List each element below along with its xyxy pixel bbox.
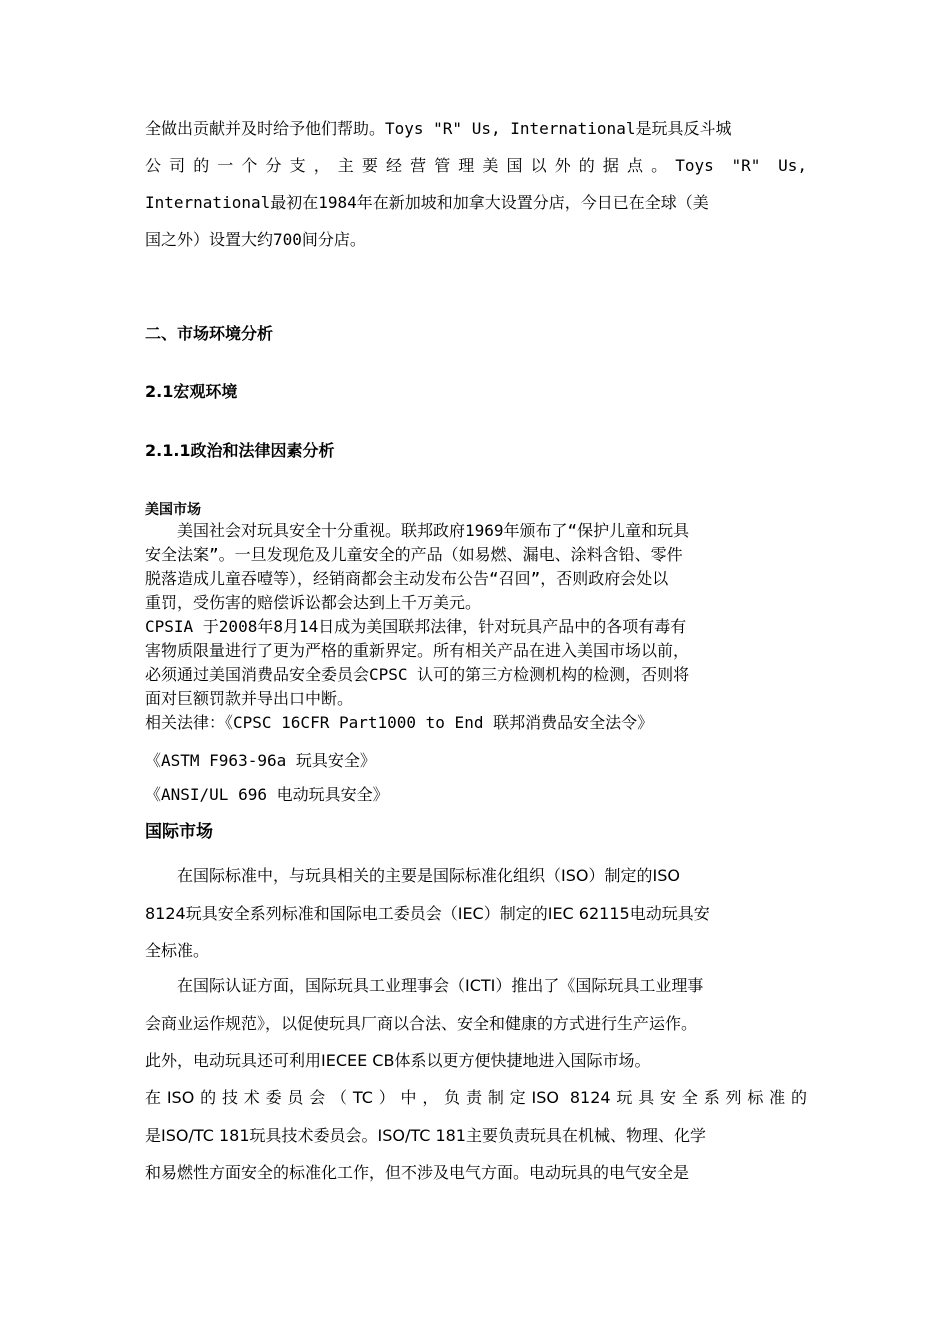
us-market-line-4: 重罚，受伤害的赔偿诉讼都会达到上千万美元。 [145, 593, 482, 612]
us-law-ansi: 《ANSI/UL 696 电动玩具安全》 [145, 785, 389, 804]
us-market-line-1: 美国社会对玩具安全十分重视。联邦政府1969年颁布了“保护儿童和玩具 [145, 521, 690, 540]
intro-line-4: 国之外）设置大约700间分店。 [145, 230, 366, 249]
us-market-line-5: CPSIA 于2008年8月14日成为美国联邦法律，针对玩具产品中的各项有毒有 [145, 617, 687, 636]
us-law-astm: 《ASTM F963-96a 玩具安全》 [145, 751, 376, 770]
us-market-title: 美国市场 [145, 502, 201, 518]
heading-market-analysis: 二、市场环境分析 [145, 324, 274, 343]
us-market-line-6: 害物质限量进行了更为严格的重新界定。所有相关产品在进入美国市场以前， [145, 641, 690, 660]
us-market-line-3: 脱落造成儿童吞噎等），经销商都会主动发布公告“召回”，否则政府会处以 [145, 569, 669, 588]
us-market-line-9: 相关法律：《CPSC 16CFR Part1000 to End 联邦消费品安全法令》 [145, 713, 654, 732]
us-market-line-8: 面对巨额罚款并导出口中断。 [145, 689, 354, 708]
intl-market-line-9: 和易燃性方面安全的标准化工作，但不涉及电气方面。电动玩具的电气安全是 [145, 1163, 690, 1182]
heading-macro-environment: 2.1宏观环境 [145, 382, 238, 401]
intl-market-title: 国际市场 [145, 822, 213, 842]
intl-market-line-5: 会商业运作规范》，以促使玩具厂商以合法、安全和健康的方式进行生产运作。 [145, 1014, 698, 1033]
us-market-line-2: 安全法案”。一旦发现危及儿童安全的产品（如易燃、漏电、涂料含铅、零件 [145, 545, 683, 564]
intl-market-line-2: 8124玩具安全系列标准和国际电工委员会（IEC）制定的IEC 62115电动玩具安 [145, 904, 710, 923]
intl-market-line-6: 此外，电动玩具还可利用IECEE CB体系以更方便快捷地进入国际市场。 [145, 1051, 651, 1070]
intro-line-2: 公司的一个分支，主要经营管理美国以外的据点。Toys "R" Us, [145, 156, 807, 175]
intro-line-1: 全做出贡献并及时给予他们帮助。Toys "R" Us, International是玩具反斗城 [145, 119, 732, 138]
heading-political-legal: 2.1.1政治和法律因素分析 [145, 441, 335, 460]
intro-line-3: International最初在1984年在新加坡和加拿大设置分店，今日已在全球（美 [145, 193, 709, 212]
intl-market-line-7: 在ISO的技术委员会（TC）中，负责制定ISO 8124玩具安全系列标准的 [145, 1088, 807, 1107]
intl-market-line-8: 是ISO/TC 181玩具技术委员会。ISO/TC 181主要负责玩具在机械、物理、化学 [145, 1126, 706, 1145]
us-market-line-7: 必须通过美国消费品安全委员会CPSC 认可的第三方检测机构的检测，否则将 [145, 665, 690, 684]
intl-market-line-3: 全标准。 [145, 941, 210, 960]
intl-market-line-1: 在国际标准中，与玩具相关的主要是国际标准化组织（ISO）制定的ISO [145, 866, 680, 885]
intl-market-line-4: 在国际认证方面，国际玩具工业理事会（ICTI）推出了《国际玩具工业理事 [145, 976, 704, 995]
